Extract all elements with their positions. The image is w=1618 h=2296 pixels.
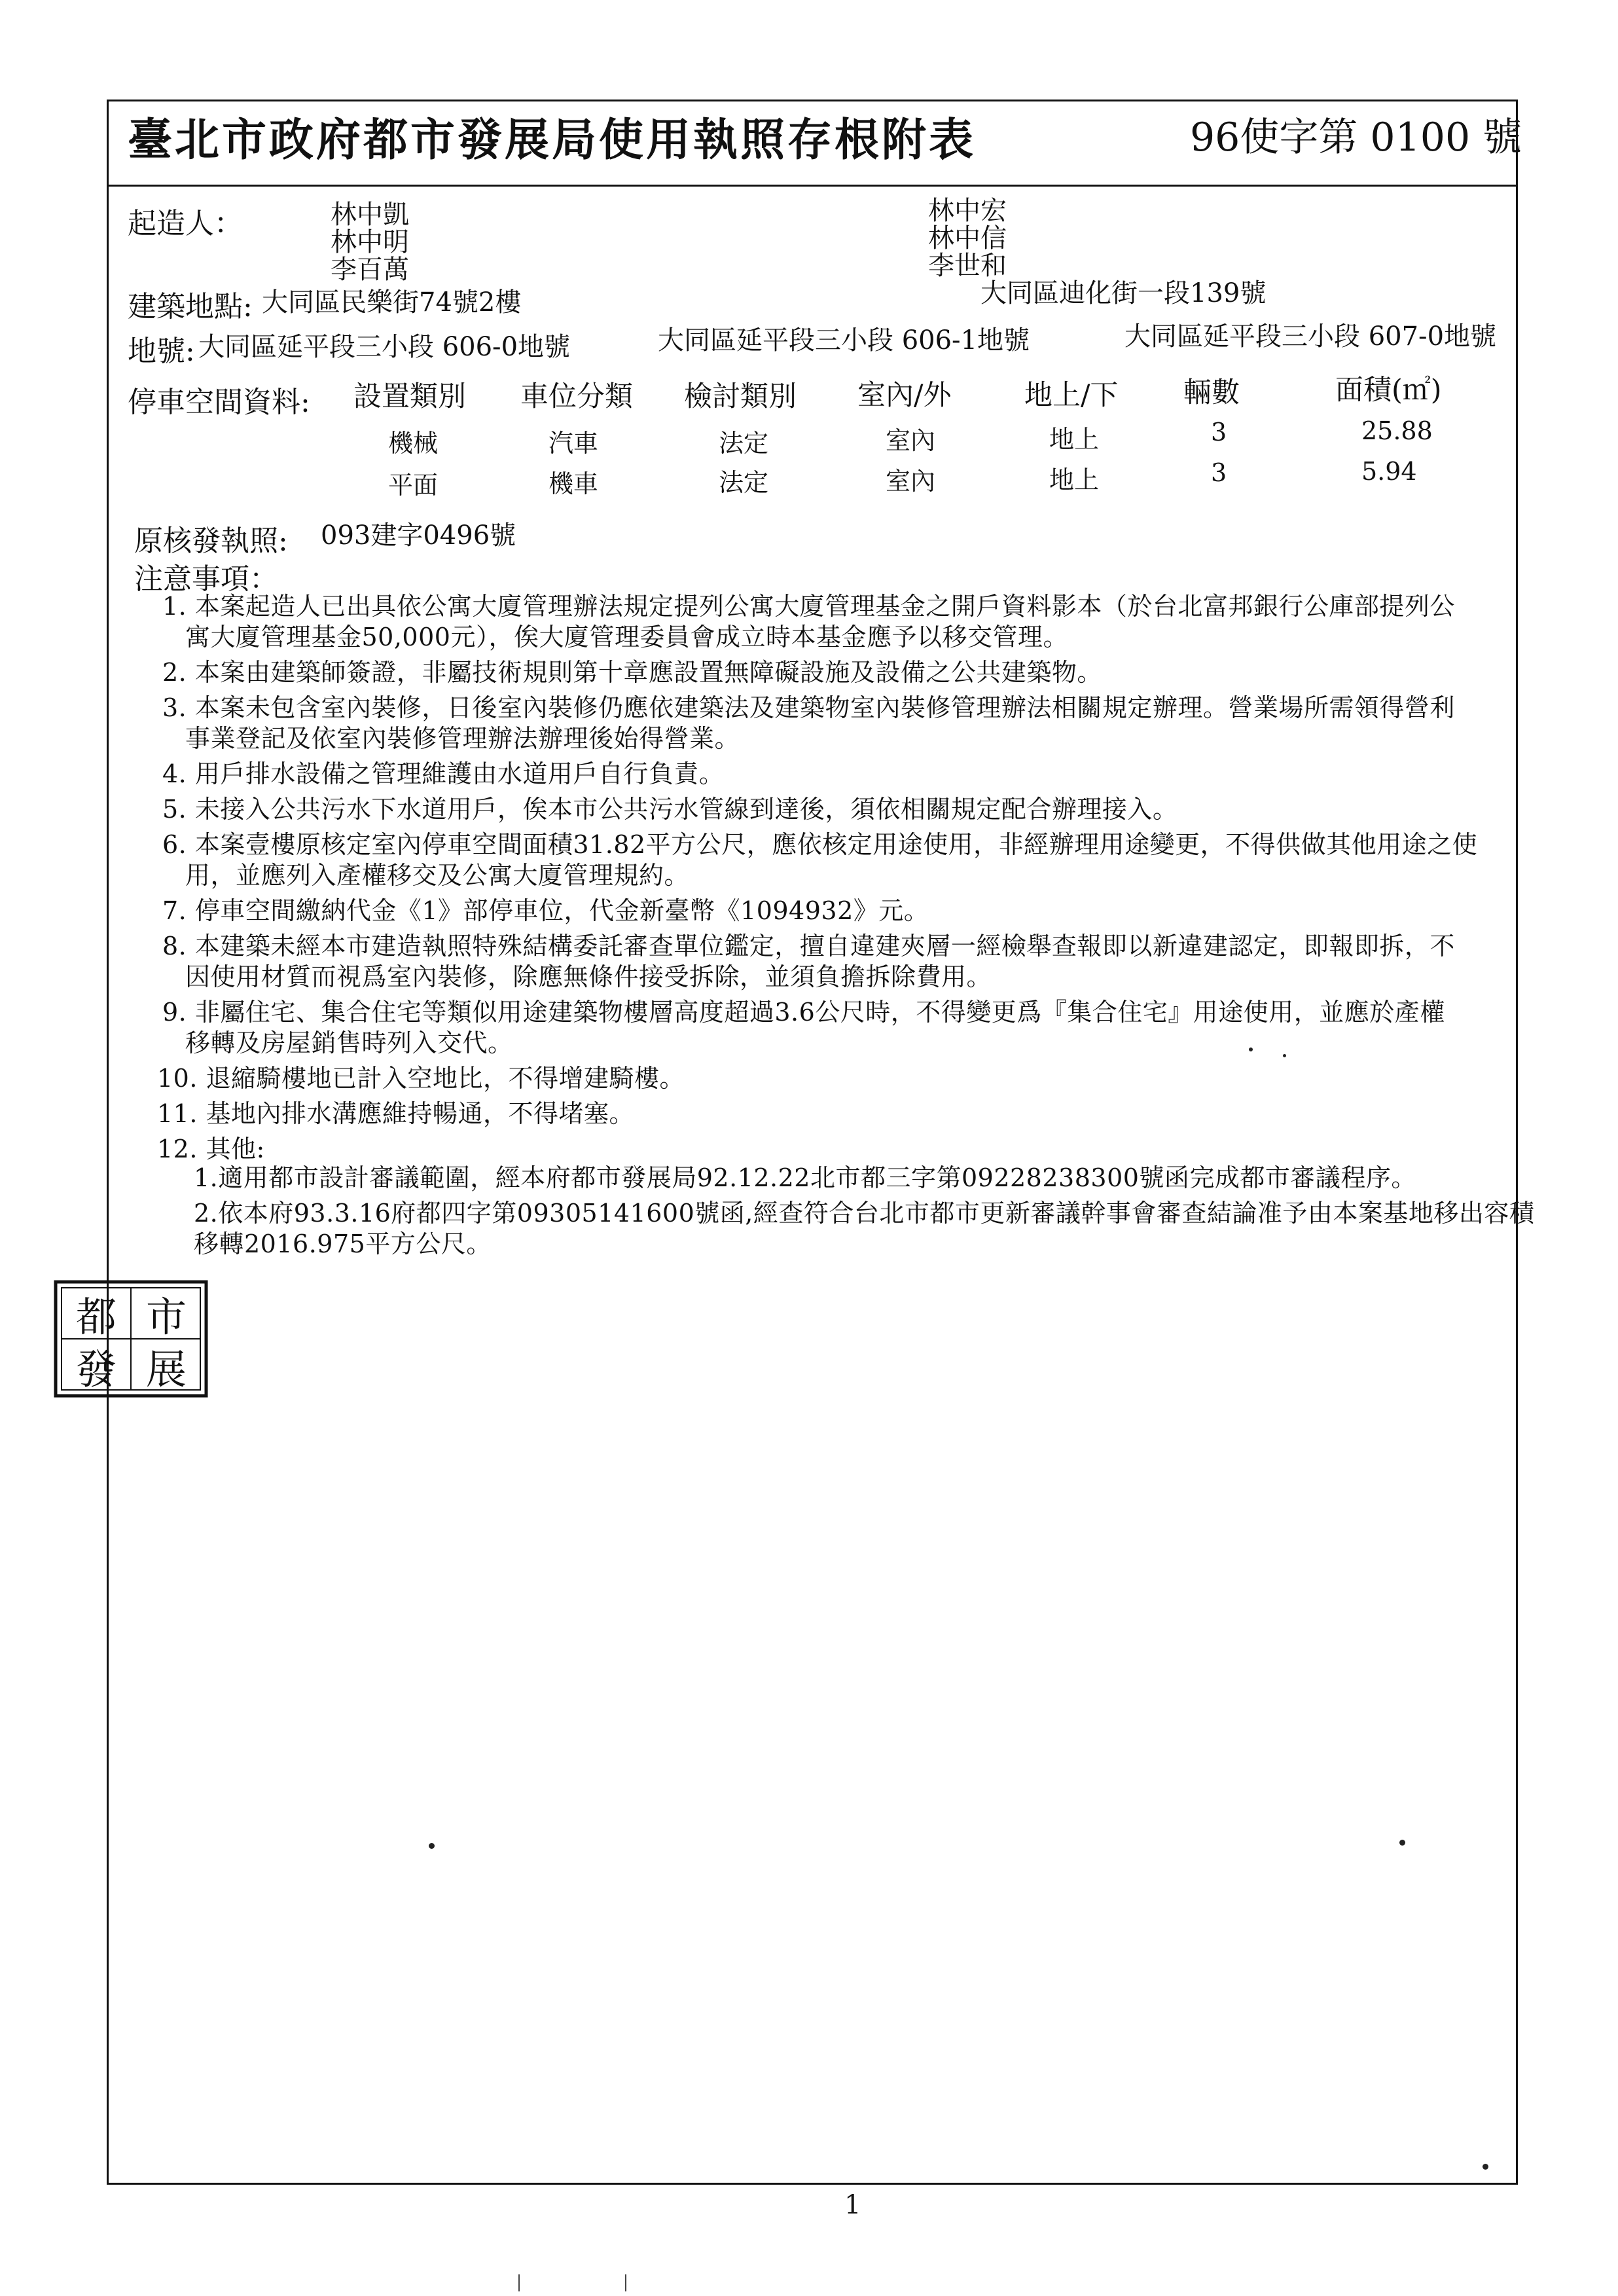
note-line: 2.依本府93.3.16府都四字第09305141600號函,經查符合台北市都市更新審議幹事會審查結論准予由本案基地移出容積 bbox=[194, 1199, 1535, 1228]
parking-cell: 平面 bbox=[388, 471, 439, 500]
note-line: 8. 本建築未經本市建造執照特殊結構委託審查單位鑑定，擅自違建夾層一經檢舉查報即以新違建認定，即報即拆，不 bbox=[162, 932, 1455, 960]
note-line: 2. 本案由建築師簽證，非屬技術規則第十章應設置無障礙設施及設備之公共建築物。 bbox=[162, 658, 1102, 687]
applicant-name: 林中信 bbox=[928, 223, 1007, 253]
lot-number: 大同區延平段三小段 607-0地號 bbox=[1124, 321, 1497, 352]
parking-header: 地上/下 bbox=[1024, 379, 1119, 412]
parking-cell: 地上 bbox=[1049, 425, 1100, 454]
parking-cell: 室內 bbox=[886, 426, 936, 455]
scan-speck bbox=[1249, 1048, 1253, 1051]
svg-text:都: 都 bbox=[75, 1293, 117, 1341]
note-line: 4. 用戶排水設備之管理維護由水道用戶自行負責。 bbox=[162, 759, 725, 788]
note-line: 1. 本案起造人已出具依公寓大廈管理辦法規定提列公寓大廈管理基金之開戶資料影本（於台北富邦銀行公庫部提列公 bbox=[162, 592, 1455, 621]
parking-header: 車位分類 bbox=[520, 380, 633, 413]
note-line: 因使用材質而視爲室內裝修，除應無條件接受拆除，並須負擔拆除費用。 bbox=[185, 962, 992, 991]
svg-text:市: 市 bbox=[145, 1293, 187, 1341]
note-line: 5. 未接入公共污水下水道用戶，俟本市公共污水管線到達後，須依相關規定配合辦理接入。 bbox=[162, 795, 1178, 824]
parking-cell: 室內 bbox=[886, 467, 936, 496]
note-line: 9. 非屬住宅、集合住宅等類似用途建築物樓層高度超過3.6公尺時，不得變更爲『集合住宅』用途使用，並應於產權 bbox=[162, 998, 1445, 1027]
document-frame bbox=[107, 100, 1518, 2185]
scan-speck bbox=[429, 1843, 435, 1849]
note-line: 事業登記及依室內裝修管理辦法辦理後始得營業。 bbox=[185, 724, 740, 753]
parking-cell: 機械 bbox=[388, 429, 439, 458]
scan-mark bbox=[625, 2274, 626, 2291]
site-address: 大同區迪化街一段139號 bbox=[980, 278, 1267, 308]
parking-header: 檢討類別 bbox=[684, 380, 797, 413]
header-divider bbox=[107, 185, 1518, 187]
note-line: 寓大廈管理基金50,000元），俟大廈管理委員會成立時本基金應予以移交管理。 bbox=[185, 623, 1068, 651]
svg-text:發: 發 bbox=[75, 1345, 117, 1393]
permit-number: 96使字第 0100 號 bbox=[1190, 115, 1522, 160]
lot-number: 大同區延平段三小段 606-1地號 bbox=[658, 325, 1030, 355]
parking-label: 停車空間資料: bbox=[128, 386, 310, 419]
applicant-name: 林中明 bbox=[331, 227, 409, 257]
site-label: 建築地點: bbox=[128, 290, 253, 323]
parking-cell: 地上 bbox=[1049, 465, 1100, 494]
parking-header: 設置類別 bbox=[353, 380, 466, 413]
applicant-name: 李百萬 bbox=[331, 255, 409, 285]
applicant-name: 林中凱 bbox=[331, 200, 409, 230]
parking-header: 面積(㎡) bbox=[1335, 374, 1442, 407]
applicant-name: 李世和 bbox=[928, 251, 1007, 281]
svg-text:展: 展 bbox=[145, 1345, 187, 1393]
applicant-name: 林中宏 bbox=[928, 196, 1007, 226]
page-number: 1 bbox=[844, 2190, 861, 2220]
parking-cell: 5.94 bbox=[1361, 457, 1417, 486]
parking-cell: 3 bbox=[1211, 418, 1227, 446]
notes-label: 注意事項： bbox=[134, 562, 278, 596]
official-seal-stamp bbox=[54, 1280, 208, 1398]
note-line: 用，並應列入產權移交及公寓大廈管理規約。 bbox=[185, 861, 690, 890]
parking-header: 室內/外 bbox=[857, 379, 952, 412]
original-permit-label: 原核發執照: bbox=[134, 524, 288, 558]
note-line: 12. 其他: bbox=[157, 1135, 265, 1163]
note-line: 7. 停車空間繳納代金《1》部停車位，代金新臺幣《1094932》元。 bbox=[162, 896, 929, 925]
note-line: 10. 退縮騎樓地已計入空地比，不得增建騎樓。 bbox=[157, 1064, 685, 1093]
note-line: 3. 本案未包含室內裝修，日後室內裝修仍應依建築法及建築物室內裝修管理辦法相關規定辦理。營業場所需領得營利 bbox=[162, 693, 1455, 722]
note-line: 6. 本案壹樓原核定室內停車空間面積31.82平方公尺，應依核定用途使用，非經辦理用途變更，不得供做其他用途之使 bbox=[162, 830, 1478, 859]
note-line: 11. 基地內排水溝應維持暢通，不得堵塞。 bbox=[157, 1099, 635, 1128]
scan-speck bbox=[1483, 2164, 1488, 2170]
note-line: 1.適用都市設計審議範圍，經本府都市發展局92.12.22北市都三字第09228238300號函完成都市審議程序。 bbox=[194, 1163, 1416, 1192]
scan-speck bbox=[1283, 1054, 1286, 1057]
parking-cell: 機車 bbox=[548, 469, 599, 498]
parking-cell: 3 bbox=[1211, 458, 1227, 487]
scan-speck bbox=[1399, 1840, 1405, 1846]
parking-cell: 法定 bbox=[719, 429, 769, 458]
parking-cell: 法定 bbox=[719, 468, 769, 497]
site-address: 大同區民樂街74號2樓 bbox=[262, 287, 522, 318]
applicants-label: 起造人： bbox=[128, 207, 243, 240]
note-line: 移轉2016.975平方公尺。 bbox=[194, 1230, 492, 1258]
original-permit-value: 093建字0496號 bbox=[321, 520, 516, 551]
note-line: 移轉及房屋銷售時列入交代。 bbox=[185, 1029, 513, 1057]
parking-cell: 25.88 bbox=[1361, 416, 1433, 445]
scan-mark bbox=[518, 2274, 520, 2291]
lots-label: 地號: bbox=[128, 335, 195, 368]
document-title: 臺北市政府都市發展局使用執照存根附表 bbox=[128, 114, 977, 166]
lot-number: 大同區延平段三小段 606-0地號 bbox=[198, 332, 571, 362]
parking-cell: 汽車 bbox=[548, 429, 599, 458]
parking-header: 輛數 bbox=[1183, 376, 1240, 409]
